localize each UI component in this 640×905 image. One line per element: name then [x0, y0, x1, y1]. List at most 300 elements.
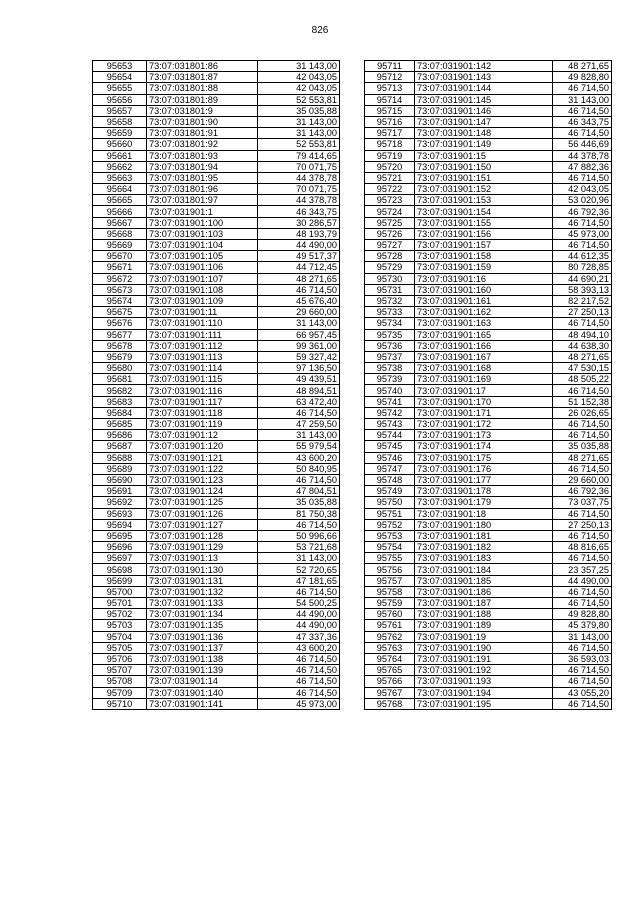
table-row [93, 206, 340, 217]
row-number-cell: 95685 [93, 419, 147, 430]
table-row [93, 284, 340, 295]
row-number-cell: 95716 [365, 116, 415, 127]
row-number-cell: 95746 [365, 452, 415, 463]
row-number-cell: 95668 [93, 228, 147, 239]
table-row [365, 452, 612, 463]
row-number-cell: 95683 [93, 396, 147, 407]
cadastral-number-cell: 73:07:031801:97 [147, 195, 258, 206]
value-cell: 46 714,50 [258, 676, 340, 687]
cadastral-number-cell: 73:07:031901:147 [415, 116, 553, 127]
cadastral-number-cell: 73:07:031901:14 [147, 676, 258, 687]
row-number-cell: 95766 [365, 676, 415, 687]
row-number-cell: 95667 [93, 217, 147, 228]
table-row [93, 430, 340, 441]
row-number-cell: 95733 [365, 307, 415, 318]
row-number-cell: 95656 [93, 94, 147, 105]
cadastral-number-cell: 73:07:031901:141 [147, 698, 258, 709]
value-cell: 53 020,96 [553, 195, 612, 206]
row-number-cell: 95691 [93, 486, 147, 497]
table-row [93, 542, 340, 553]
row-number-cell: 95706 [93, 653, 147, 664]
value-cell: 31 143,00 [258, 553, 340, 564]
row-number-cell: 95665 [93, 195, 147, 206]
value-cell: 58 393,13 [553, 284, 612, 295]
table-row [365, 508, 612, 519]
value-cell: 36 593,03 [553, 653, 612, 664]
row-number-cell: 95730 [365, 273, 415, 284]
cadastral-number-cell: 73:07:031901:148 [415, 128, 553, 139]
row-number-cell: 95761 [365, 620, 415, 631]
table-row [93, 385, 340, 396]
cadastral-number-cell: 73:07:031901:136 [147, 631, 258, 642]
table-row [365, 284, 612, 295]
value-cell: 59 327,42 [258, 351, 340, 362]
value-cell: 46 714,50 [553, 530, 612, 541]
cadastral-number-cell: 73:07:031901:106 [147, 262, 258, 273]
table-row [365, 575, 612, 586]
table-row [365, 61, 612, 72]
value-cell: 99 361,00 [258, 340, 340, 351]
cadastral-number-cell: 73:07:031901:127 [147, 519, 258, 530]
cadastral-number-cell: 73:07:031901:138 [147, 653, 258, 664]
cadastral-number-cell: 73:07:031801:93 [147, 150, 258, 161]
table-row [93, 72, 340, 83]
table-row [365, 631, 612, 642]
table-row [365, 228, 612, 239]
cadastral-number-cell: 73:07:031901:135 [147, 620, 258, 631]
row-number-cell: 95704 [93, 631, 147, 642]
cadastral-number-cell: 73:07:031901:1 [147, 206, 258, 217]
row-number-cell: 95703 [93, 620, 147, 631]
table-row [365, 407, 612, 418]
cadastral-number-cell: 73:07:031901:188 [415, 609, 553, 620]
cadastral-number-cell: 73:07:031901:171 [415, 407, 553, 418]
value-cell: 46 714,50 [258, 586, 340, 597]
row-number-cell: 95671 [93, 262, 147, 273]
table-row [93, 609, 340, 620]
row-number-cell: 95684 [93, 407, 147, 418]
cadastral-number-cell: 73:07:031901:170 [415, 396, 553, 407]
cadastral-number-cell: 73:07:031901:182 [415, 542, 553, 553]
value-cell: 46 714,50 [553, 642, 612, 653]
table-row [365, 363, 612, 374]
left-table-body [93, 61, 340, 710]
cadastral-number-cell: 73:07:031901:150 [415, 161, 553, 172]
cadastral-number-cell: 73:07:031801:88 [147, 83, 258, 94]
cadastral-number-cell: 73:07:031901:190 [415, 642, 553, 653]
cadastral-number-cell: 73:07:031901:163 [415, 318, 553, 329]
table-row [93, 240, 340, 251]
value-cell: 46 714,50 [258, 653, 340, 664]
value-cell: 70 071,75 [258, 184, 340, 195]
row-number-cell: 95707 [93, 665, 147, 676]
value-cell: 73 037,75 [553, 497, 612, 508]
value-cell: 27 250,13 [553, 519, 612, 530]
value-cell: 52 553,81 [258, 94, 340, 105]
table-row [365, 94, 612, 105]
cadastral-number-cell: 73:07:031901:145 [415, 94, 553, 105]
value-cell: 23 357,25 [553, 564, 612, 575]
row-number-cell: 95673 [93, 284, 147, 295]
row-number-cell: 95708 [93, 676, 147, 687]
table-row [365, 116, 612, 127]
row-number-cell: 95751 [365, 508, 415, 519]
value-cell: 44 378,78 [553, 150, 612, 161]
table-row [365, 665, 612, 676]
value-cell: 46 792,36 [553, 206, 612, 217]
value-cell: 45 973,00 [258, 698, 340, 709]
value-cell: 47 530,15 [553, 363, 612, 374]
row-number-cell: 95670 [93, 251, 147, 262]
row-number-cell: 95750 [365, 497, 415, 508]
table-row [93, 307, 340, 318]
cadastral-number-cell: 73:07:031901:191 [415, 653, 553, 664]
value-cell: 48 894,51 [258, 385, 340, 396]
table-row [365, 441, 612, 452]
value-cell: 46 343,75 [553, 116, 612, 127]
table-row [365, 150, 612, 161]
cadastral-number-cell: 73:07:031901:161 [415, 295, 553, 306]
table-row [365, 542, 612, 553]
row-number-cell: 95711 [365, 61, 415, 72]
row-number-cell: 95676 [93, 318, 147, 329]
table-row [365, 486, 612, 497]
row-number-cell: 95743 [365, 419, 415, 430]
table-row [365, 307, 612, 318]
value-cell: 46 714,50 [258, 284, 340, 295]
row-number-cell: 95687 [93, 441, 147, 452]
row-number-cell: 95747 [365, 463, 415, 474]
value-cell: 56 446,69 [553, 139, 612, 150]
row-number-cell: 95755 [365, 553, 415, 564]
row-number-cell: 95713 [365, 83, 415, 94]
cadastral-number-cell: 73:07:031901:133 [147, 598, 258, 609]
table-row [365, 620, 612, 631]
cadastral-number-cell: 73:07:031801:89 [147, 94, 258, 105]
cadastral-number-cell: 73:07:031901:169 [415, 374, 553, 385]
row-number-cell: 95753 [365, 530, 415, 541]
cadastral-number-cell: 73:07:031901:108 [147, 284, 258, 295]
table-row [93, 598, 340, 609]
cadastral-number-cell: 73:07:031901:153 [415, 195, 553, 206]
table-row [93, 553, 340, 564]
cadastral-number-cell: 73:07:031901:184 [415, 564, 553, 575]
table-row [93, 340, 340, 351]
cadastral-number-cell: 73:07:031901:183 [415, 553, 553, 564]
cadastral-number-cell: 73:07:031901:177 [415, 474, 553, 485]
table-row [93, 463, 340, 474]
cadastral-number-cell: 73:07:031901:111 [147, 329, 258, 340]
cadastral-number-cell: 73:07:031901:123 [147, 474, 258, 485]
cadastral-number-cell: 73:07:031901:149 [415, 139, 553, 150]
cadastral-number-cell: 73:07:031901:193 [415, 676, 553, 687]
table-row [93, 228, 340, 239]
cadastral-number-cell: 73:07:031901:122 [147, 463, 258, 474]
table-row [93, 676, 340, 687]
value-cell: 50 996,66 [258, 530, 340, 541]
row-number-cell: 95659 [93, 128, 147, 139]
table-row [93, 351, 340, 362]
value-cell: 46 714,50 [553, 508, 612, 519]
left-register-table [92, 60, 340, 710]
value-cell: 46 714,50 [258, 474, 340, 485]
value-cell: 46 714,50 [553, 318, 612, 329]
table-row [365, 195, 612, 206]
value-cell: 52 553,81 [258, 139, 340, 150]
row-number-cell: 95709 [93, 687, 147, 698]
row-number-cell: 95715 [365, 105, 415, 116]
row-number-cell: 95760 [365, 609, 415, 620]
cadastral-number-cell: 73:07:031901:155 [415, 217, 553, 228]
cadastral-number-cell: 73:07:031801:86 [147, 61, 258, 72]
value-cell: 31 143,00 [553, 94, 612, 105]
value-cell: 46 714,50 [553, 105, 612, 116]
table-row [93, 61, 340, 72]
value-cell: 46 714,50 [553, 553, 612, 564]
table-row [365, 497, 612, 508]
table-row [93, 116, 340, 127]
table-row [365, 374, 612, 385]
cadastral-number-cell: 73:07:031901:118 [147, 407, 258, 418]
cadastral-number-cell: 73:07:031901:117 [147, 396, 258, 407]
cadastral-number-cell: 73:07:031901:180 [415, 519, 553, 530]
row-number-cell: 95666 [93, 206, 147, 217]
table-row [93, 508, 340, 519]
value-cell: 48 271,65 [553, 351, 612, 362]
table-row [93, 407, 340, 418]
cadastral-number-cell: 73:07:031901:113 [147, 351, 258, 362]
value-cell: 48 271,65 [553, 61, 612, 72]
value-cell: 81 750,38 [258, 508, 340, 519]
table-row [93, 94, 340, 105]
row-number-cell: 95718 [365, 139, 415, 150]
table-row [365, 295, 612, 306]
cadastral-number-cell: 73:07:031901:139 [147, 665, 258, 676]
table-row [365, 676, 612, 687]
value-cell: 44 612,35 [553, 251, 612, 262]
value-cell: 30 286,57 [258, 217, 340, 228]
value-cell: 49 439,51 [258, 374, 340, 385]
value-cell: 63 472,40 [258, 396, 340, 407]
value-cell: 44 490,00 [258, 609, 340, 620]
row-number-cell: 95752 [365, 519, 415, 530]
value-cell: 44 490,00 [258, 620, 340, 631]
value-cell: 44 490,00 [553, 575, 612, 586]
value-cell: 48 193,79 [258, 228, 340, 239]
table-row [365, 687, 612, 698]
value-cell: 46 714,50 [553, 698, 612, 709]
row-number-cell: 95764 [365, 653, 415, 664]
cadastral-number-cell: 73:07:031901:16 [415, 273, 553, 284]
value-cell: 35 035,88 [258, 497, 340, 508]
cadastral-number-cell: 73:07:031901:125 [147, 497, 258, 508]
row-number-cell: 95726 [365, 228, 415, 239]
cadastral-number-cell: 73:07:031901:187 [415, 598, 553, 609]
value-cell: 45 379,80 [553, 620, 612, 631]
row-number-cell: 95744 [365, 430, 415, 441]
row-number-cell: 95740 [365, 385, 415, 396]
value-cell: 46 714,50 [553, 586, 612, 597]
value-cell: 29 660,00 [258, 307, 340, 318]
value-cell: 55 979,54 [258, 441, 340, 452]
row-number-cell: 95692 [93, 497, 147, 508]
cadastral-number-cell: 73:07:031901:175 [415, 452, 553, 463]
cadastral-number-cell: 73:07:031901:109 [147, 295, 258, 306]
table-row [93, 631, 340, 642]
value-cell: 52 720,65 [258, 564, 340, 575]
row-number-cell: 95742 [365, 407, 415, 418]
table-row [365, 139, 612, 150]
row-number-cell: 95700 [93, 586, 147, 597]
cadastral-number-cell: 73:07:031901:143 [415, 72, 553, 83]
row-number-cell: 95738 [365, 363, 415, 374]
row-number-cell: 95722 [365, 184, 415, 195]
value-cell: 46 714,50 [553, 676, 612, 687]
row-number-cell: 95698 [93, 564, 147, 575]
value-cell: 46 714,50 [553, 217, 612, 228]
table-row [93, 586, 340, 597]
row-number-cell: 95658 [93, 116, 147, 127]
table-row [365, 474, 612, 485]
row-number-cell: 95660 [93, 139, 147, 150]
table-row [93, 474, 340, 485]
row-number-cell: 95654 [93, 72, 147, 83]
row-number-cell: 95677 [93, 329, 147, 340]
value-cell: 29 660,00 [553, 474, 612, 485]
value-cell: 44 378,78 [258, 172, 340, 183]
right-table-body [365, 61, 612, 710]
row-number-cell: 95690 [93, 474, 147, 485]
row-number-cell: 95731 [365, 284, 415, 295]
row-number-cell: 95696 [93, 542, 147, 553]
row-number-cell: 95737 [365, 351, 415, 362]
table-row [365, 430, 612, 441]
row-number-cell: 95756 [365, 564, 415, 575]
row-number-cell: 95699 [93, 575, 147, 586]
cadastral-number-cell: 73:07:031901:195 [415, 698, 553, 709]
row-number-cell: 95679 [93, 351, 147, 362]
cadastral-number-cell: 73:07:031901:189 [415, 620, 553, 631]
cadastral-number-cell: 73:07:031901:103 [147, 228, 258, 239]
cadastral-number-cell: 73:07:031901:152 [415, 184, 553, 195]
row-number-cell: 95674 [93, 295, 147, 306]
row-number-cell: 95729 [365, 262, 415, 273]
table-row [365, 329, 612, 340]
table-row [93, 295, 340, 306]
row-number-cell: 95693 [93, 508, 147, 519]
value-cell: 46 714,50 [258, 519, 340, 530]
value-cell: 31 143,00 [553, 631, 612, 642]
cadastral-number-cell: 73:07:031901:129 [147, 542, 258, 553]
cadastral-number-cell: 73:07:031901:162 [415, 307, 553, 318]
row-number-cell: 95721 [365, 172, 415, 183]
cadastral-number-cell: 73:07:031901:172 [415, 419, 553, 430]
row-number-cell: 95678 [93, 340, 147, 351]
value-cell: 45 676,40 [258, 295, 340, 306]
table-row [365, 598, 612, 609]
row-number-cell: 95689 [93, 463, 147, 474]
table-row [365, 351, 612, 362]
table-row [93, 698, 340, 709]
cadastral-number-cell: 73:07:031901:19 [415, 631, 553, 642]
value-cell: 27 250,13 [553, 307, 612, 318]
row-number-cell: 95663 [93, 172, 147, 183]
cadastral-number-cell: 73:07:031801:90 [147, 116, 258, 127]
row-number-cell: 95762 [365, 631, 415, 642]
table-row [93, 653, 340, 664]
value-cell: 46 714,50 [553, 430, 612, 441]
cadastral-number-cell: 73:07:031901:119 [147, 419, 258, 430]
row-number-cell: 95675 [93, 307, 147, 318]
cadastral-number-cell: 73:07:031901:114 [147, 363, 258, 374]
value-cell: 44 378,78 [258, 195, 340, 206]
value-cell: 46 714,50 [553, 172, 612, 183]
row-number-cell: 95725 [365, 217, 415, 228]
page-number: 826 [311, 25, 329, 36]
cadastral-number-cell: 73:07:031901:159 [415, 262, 553, 273]
cadastral-number-cell: 73:07:031901:115 [147, 374, 258, 385]
cadastral-number-cell: 73:07:031801:9 [147, 105, 258, 116]
cadastral-number-cell: 73:07:031901:12 [147, 430, 258, 441]
cadastral-number-cell: 73:07:031901:154 [415, 206, 553, 217]
cadastral-number-cell: 73:07:031901:156 [415, 228, 553, 239]
table-row [93, 620, 340, 631]
value-cell: 44 712,45 [258, 262, 340, 273]
cadastral-number-cell: 73:07:031901:185 [415, 575, 553, 586]
value-cell: 26 026,65 [553, 407, 612, 418]
cadastral-number-cell: 73:07:031901:17 [415, 385, 553, 396]
cadastral-number-cell: 73:07:031901:179 [415, 497, 553, 508]
value-cell: 82 217,52 [553, 295, 612, 306]
table-row [365, 262, 612, 273]
table-row [93, 217, 340, 228]
value-cell: 46 714,50 [553, 128, 612, 139]
table-row [93, 519, 340, 530]
value-cell: 43 600,20 [258, 452, 340, 463]
value-cell: 48 816,65 [553, 542, 612, 553]
table-row [365, 396, 612, 407]
table-row [365, 385, 612, 396]
cadastral-number-cell: 73:07:031801:95 [147, 172, 258, 183]
row-number-cell: 95681 [93, 374, 147, 385]
cadastral-number-cell: 73:07:031901:100 [147, 217, 258, 228]
table-row [93, 687, 340, 698]
value-cell: 46 714,50 [553, 240, 612, 251]
cadastral-number-cell: 73:07:031901:151 [415, 172, 553, 183]
cadastral-number-cell: 73:07:031901:126 [147, 508, 258, 519]
row-number-cell: 95719 [365, 150, 415, 161]
table-row [93, 530, 340, 541]
value-cell: 46 792,36 [553, 486, 612, 497]
row-number-cell: 95734 [365, 318, 415, 329]
row-number-cell: 95728 [365, 251, 415, 262]
table-row [365, 83, 612, 94]
value-cell: 31 143,00 [258, 318, 340, 329]
cadastral-number-cell: 73:07:031901:192 [415, 665, 553, 676]
value-cell: 43 600,20 [258, 642, 340, 653]
table-row [93, 128, 340, 139]
cadastral-number-cell: 73:07:031901:186 [415, 586, 553, 597]
value-cell: 79 414,65 [258, 150, 340, 161]
row-number-cell: 95736 [365, 340, 415, 351]
right-register-table [364, 60, 612, 710]
table-row [365, 273, 612, 284]
cadastral-number-cell: 73:07:031901:176 [415, 463, 553, 474]
table-row [365, 530, 612, 541]
row-number-cell: 95754 [365, 542, 415, 553]
table-row [93, 329, 340, 340]
value-cell: 46 343,75 [258, 206, 340, 217]
